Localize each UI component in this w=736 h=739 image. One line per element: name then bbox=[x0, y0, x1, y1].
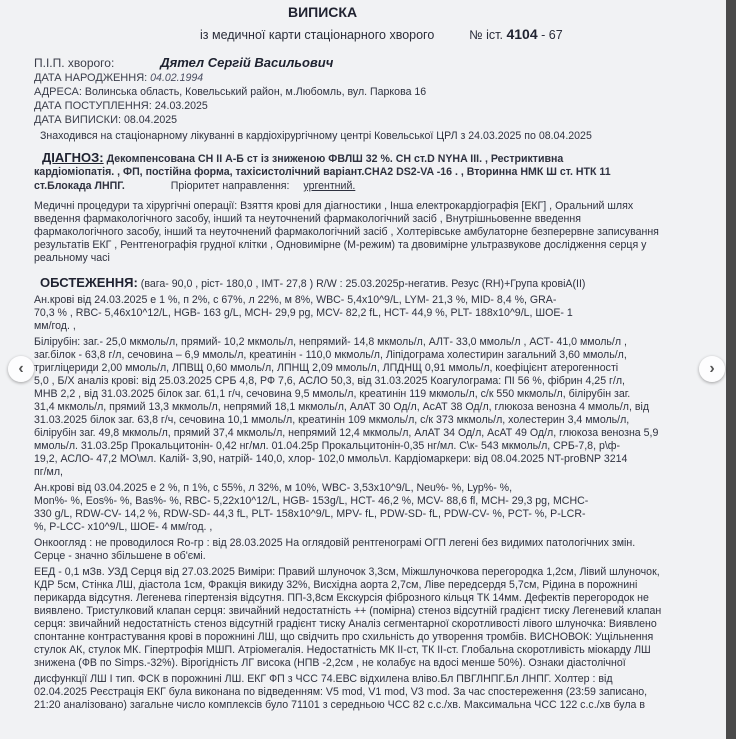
exam-line: знижена (ФВ по Simps.-32%). Вірогідність ЛГ висока (НПВ -2,2см , не колабує на вдосі менше 50%). Ознаки діастолічної bbox=[34, 657, 626, 669]
diagnosis-text-2: кардіоміопатія. , ФП, постійна форма, тахісистолічний варіант.CHA2 DS2-VA -16 . , Вторинна НМК Ш ст. НТК 11 bbox=[34, 166, 611, 178]
birth-date-label: ДАТА НАРОДЖЕННЯ: bbox=[34, 72, 148, 84]
exam-line: 5,0 , Б/Х аналіз крові: від 25.03.2025 СРБ 4,8, РФ 7,6, АСЛО 50,3, від 31.03.2025 Коагулограма: ПІ 56 %, фібрин 4,25 г/л, bbox=[34, 375, 625, 387]
exam-line: ммоль/л. 31.03.25р Прокальцитонін- 0,42 нг/мл. 01.04.25р Прокальцитонін-0,35 нг/мл. С\к- 543 мкмоль/л, СРБ-7,8, р\ф- bbox=[34, 440, 621, 452]
exam-line: %, P-LCC- х10^9/L, ШОЕ- 4 мм/год. , bbox=[34, 521, 213, 533]
ist-suffix: - 67 bbox=[541, 28, 563, 42]
procedures-line: реальному часі bbox=[34, 252, 110, 264]
exam-line: заг.білок - 63,8 г/л, сечовина – 6,9 ммоль/л, креатинін - 110,0 мкмоль/л, Ліпідограма холестирин загальний 3,60 ммоль/л, bbox=[34, 349, 627, 361]
exam-line: дисфункції ЛШ І тип. ФСК в порожнині ЛШ. ЕКГ ФП з ЧСС 74.ЕВС відхилена вліво.Бл ПВГЛНПГ.Бл ЛНПГ. Холтер : від bbox=[34, 673, 613, 685]
next-arrow-icon[interactable]: › bbox=[699, 356, 725, 382]
exam-line: серця: звичайний недостатність стеноз відсутній градієнт тиску Аналіз сегментарної скоротливості лівого шлуночка: Виявлено bbox=[34, 618, 657, 630]
document-subtitle bbox=[200, 28, 718, 42]
admission-date-label: ДАТА ПОСТУПЛЕННЯ: bbox=[34, 100, 152, 112]
exam-line: Ан.крові від 03.04.2025 е 2 %, п 1%, с 55%, л 32%, м 10%, WBC- 3,53х10^9/L, Neu%- %, Lyp%- %, bbox=[34, 482, 513, 494]
exam-line: МНВ 2,2 , від 31.03.2025 білок заг. 61,1 г/ч, сечовина 9,5 ммоль/л, креатинін 119 мкмоль/л, с/к 550 мкмоль/л, білірубін заг. bbox=[34, 388, 631, 400]
exam-line: спонтанне контрастування крові в порожнині ЛШ, що свідчить про схильність до утворення тромбів. ВИСНОВОК: Ущільнення bbox=[34, 631, 654, 643]
address-row bbox=[34, 86, 718, 99]
exam-line: білірубін заг. 49,8 мкмоль/л, прямий 37,4 мкмоль/л, непрямий 12,4 мкмоль/л, АлАТ 34 Од/л, АсАТ 49 Од/л, глюкоза венозна 5,9 bbox=[34, 427, 659, 439]
exam-line: ЕЕД - 0,1 мЗв. УЗД Серця від 27.03.2025 Виміри: Правий шлуночок 3,3см, Міжшлуночкова перегородка 1,2см, Лівий шлуночок, bbox=[34, 566, 660, 578]
exam-header bbox=[40, 276, 718, 291]
exam-line: перикарда відсутня. Легенева гіпертензія відсутня. ПП-3,8см Екскурсія фіброзного кільця ТК 14мм. Дефектів перегородок не bbox=[34, 592, 649, 604]
patient-name-value: Дятел Сергій Васильович bbox=[160, 55, 334, 70]
patient-name-label: П.І.П. хворого: bbox=[34, 56, 115, 70]
document-title: ВИПИСКА bbox=[288, 4, 358, 20]
diagnosis-text-3: ст.Блокада ЛНПГ. bbox=[34, 180, 125, 192]
patient-name-row bbox=[34, 56, 718, 71]
viewer-edge bbox=[726, 0, 736, 739]
priority-label: Пріоритет направлення: bbox=[170, 180, 290, 192]
admission-date-row bbox=[34, 100, 718, 113]
stay-text: Знаходився на стаціонарному лікуванні в кардіохірургічному центрі Ковельської ЦРЛ з 24.03.2025 по 08.04.2025 bbox=[40, 130, 592, 142]
address-label: АДРЕСА: bbox=[34, 86, 82, 98]
exam-line: 70,3 % , RBC- 5,46х10^12/L, HGB- 163 g/L, MCH- 29,9 pg, MCV- 82,2 fL, HCT- 44,9 %, PLT- 188х10^9/L, ШОЕ- 1 bbox=[34, 307, 573, 319]
procedures-line: результатів ЕКГ , Рентгенографія грудної клітки , Одновимірне (М-режим) та двовимірне ультразвукове дослідження серця у bbox=[34, 239, 647, 251]
exam-line: пг/мл, bbox=[34, 466, 63, 478]
exam-label: ОБСТЕЖЕННЯ: bbox=[40, 275, 138, 290]
discharge-date-value: 08.04.2025 bbox=[124, 114, 178, 126]
exam-line: Білірубін: заг.- 25,0 мкмоль/л, прямий- 10,2 мкмоль/л, непрямий- 14,8 мкмоль/л, АЛТ- 33,0 ммоль/л , АСТ- 41,0 ммоль/л , bbox=[34, 336, 627, 348]
exam-head-text: (вага- 90,0 , ріст- 180,0 , ІМТ- 27,8 ) R/W : 25.03.2025р-негатив. Резус (RH)+Група кровіА(ІІ) bbox=[140, 278, 586, 290]
exam-line: Mon%- %, Eos%- %, Bas%- %, RBC- 5,22х10^12/L, HGB- 153g/L, HCT- 46,2 %, MCV- 88,6 fl, MCH- 29,3 pg, MCHC- bbox=[34, 495, 589, 507]
birth-date-value: 04.02.1994 bbox=[150, 72, 204, 84]
diagnosis-line-3 bbox=[34, 180, 718, 193]
priority-value: ургентний. bbox=[303, 180, 356, 192]
diagnosis-text-1: Декомпенсована СН ІІ А-Б ст із зниженою ФВЛШ 32 %. СН ст.D NYHA III. , Рестриктивна bbox=[106, 153, 564, 165]
prev-arrow-icon[interactable]: ‹ bbox=[8, 356, 34, 382]
exam-line: 330 g/L, RDW-CV- 14,2 %, RDW-SD- 44,3 fL, PLT- 158х10^9/L, MPV- fL, PDW-SD- fL, PDW-CV- %, PCT- %, P-LCR- bbox=[34, 508, 586, 520]
exam-line: Онкоогляд : не проводилося Ro-гр : від 28.03.2025 На оглядовій рентгенограмі ОГП легені без видимих патологічних змін. bbox=[34, 537, 636, 549]
exam-line: 31,4 мкмоль/л, прямий 13,3 мкмоль/л, непрямий 18,1 мкмоль/л, АлАТ 30 Од/л, АсАТ 38 Од/л, глюкоза венозна 4 ммоль/л, від bbox=[34, 401, 650, 413]
ist-number: 4104 bbox=[506, 26, 538, 42]
diagnosis-line-2 bbox=[34, 166, 718, 179]
exam-line: тригліцериди 2,00 ммоль/л, ЛПВЩ 0,60 ммоль/л, ЛПНЩ 2,09 ммоль/л, ЛПДНЩ 0,91 ммоль/л, коефіцієнт атерогенності bbox=[34, 362, 619, 374]
exam-line: КДР 5см, Стінка ЛШ, діастола 1см, Фракція викиду 32%, Висхідна аорта 2,7см, Ліве передсердя 5,7см, Рідина в порожнині bbox=[34, 579, 638, 591]
exam-line: виявлено. Тристулковий клапан серця: звичайний недостатність ++ (помірна) стеноз відсутній градієнт тиску Легеневий клапан bbox=[34, 605, 662, 617]
exam-line: стулок АК, стулок МК. Гіпертрофія МШП. Атріомегалія. Недостатність МК ІІ-ст, ТК ІІ-ст. Глобальна скоротливість міокарду ЛШ bbox=[34, 644, 651, 656]
diagnosis-label: ДІАГНОЗ: bbox=[42, 150, 104, 165]
subtitle-text: із медичної карти стаціонарного хворого bbox=[200, 28, 435, 42]
exam-line: мм/год. , bbox=[34, 320, 76, 332]
exam-line: 19,2, АСЛО- 47,2 МО\мл. Калій- 3,90, натрій- 140,0, хлор- 102,0 ммоль\л. Кардіомаркери: від 08.04.2025 NT-proBNP 3214 bbox=[34, 453, 628, 465]
procedures-line: Медичні процедури та хірургічні операції: Взяття крові для діагностики , Інша електрокардіографія [ЕКГ] , Оральний шлях bbox=[34, 200, 634, 212]
discharge-date-row bbox=[34, 114, 718, 127]
exam-line: 02.04.2025 Реєстрація ЕКГ була виконана по відведенням: V5 mod, V1 mod, V3 mod. За час спостереження (23:59 записано, bbox=[34, 686, 648, 698]
procedures-line: введення фармакологічного засобу, інший та неуточнений фармакологічний засіб , Внутрішньовенне введення bbox=[34, 213, 581, 225]
discharge-date-label: ДАТА ВИПИСКИ: bbox=[34, 114, 122, 126]
diagnosis-line-1 bbox=[42, 151, 718, 166]
exam-line: Ан.крові від 24.03.2025 е 1 %, п 2%, с 67%, л 22%, м 8%, WBC- 5,4х10^9/L, LYM- 21,3 %, MID- 8,4 %, GRA- bbox=[34, 294, 557, 306]
ist-label: № іст. bbox=[469, 28, 503, 42]
exam-line: 21:20 аналізовано) загальне число комплексів було 71101 з середньою ЧСС 82 с.с./хв. Максимальна ЧСС 122 с.с./хв була в bbox=[34, 699, 646, 711]
exam-line: 31.03.2025 білок заг. 63,8 г/ч, сечовина 10,1 ммоль/л, креатинін 109 мкмоль/л, с/к 373 мкмоль/л, холестерин 3,4 ммоль/л, bbox=[34, 414, 630, 426]
birth-date-row bbox=[34, 72, 718, 85]
address-value: Волинська область, Ковельський район, м.Любомль, вул. Паркова 16 bbox=[84, 86, 427, 98]
admission-date-value: 24.03.2025 bbox=[154, 100, 208, 112]
exam-line: Серце - значно збільшене в об'ємі. bbox=[34, 550, 206, 562]
procedures-line: фармакологічного засобу, інший та неуточнений фармакологічний засіб , Холтерівське амбулаторне безперервне записування bbox=[34, 226, 659, 238]
